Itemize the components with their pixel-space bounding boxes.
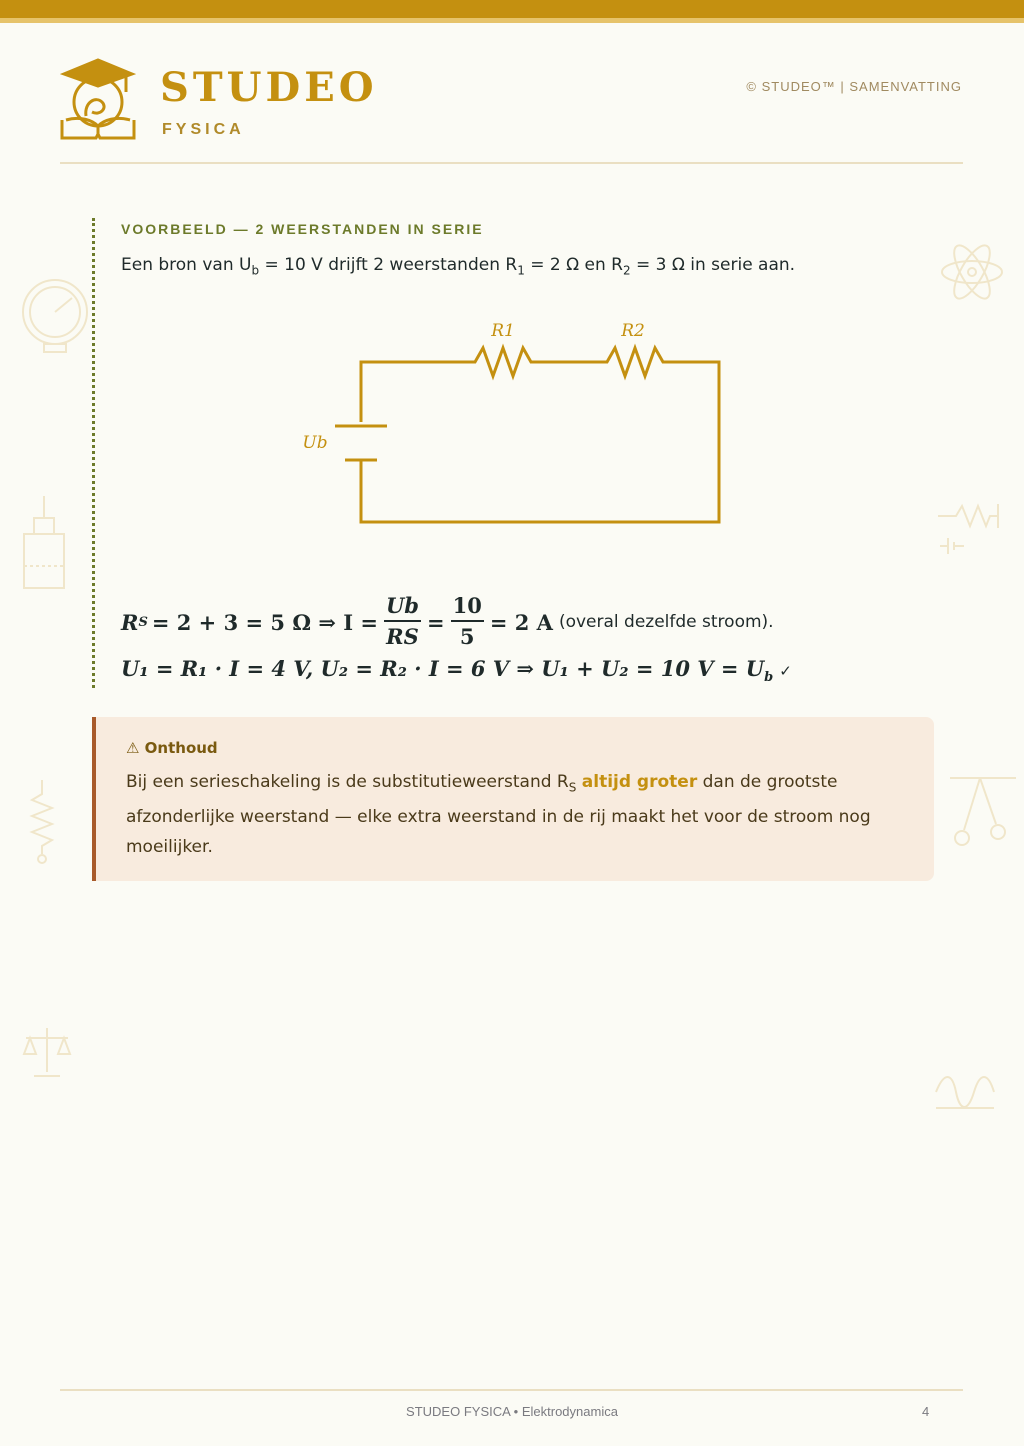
callout-title: ⚠ Onthoud bbox=[126, 739, 218, 757]
r1-label: R1 bbox=[491, 321, 515, 341]
circuit-symbol-icon bbox=[936, 500, 1002, 558]
example-intro: Een bron van $U_b = 10$ V drijft 2 weerstanden $R_1 = 2$ Ω en $R_2 = 3$ Ω in serie aan. bbox=[121, 255, 796, 278]
gauge-icon bbox=[20, 276, 90, 356]
equation-voltage-split: U₁ = R₁ · I = 4 V, U₂ = R₂ · I = 6 V ⇒ U₁ + U₂ = 10 $V = U_b$ ✓ bbox=[121, 656, 792, 686]
header-divider bbox=[60, 162, 963, 164]
example-block bbox=[92, 218, 935, 688]
series-circuit-diagram bbox=[295, 314, 735, 534]
resistor-icon bbox=[28, 780, 58, 866]
pendulum-icon bbox=[950, 774, 1016, 848]
circuit-wire bbox=[361, 362, 465, 422]
subject-label: FYSICA bbox=[162, 121, 245, 138]
r2-label: R2 bbox=[621, 321, 645, 341]
wave-icon bbox=[934, 1072, 996, 1112]
brand-name: STUDEO bbox=[160, 64, 378, 111]
top-accent-stripe bbox=[0, 18, 1024, 23]
callout-highlight: altijd groter bbox=[581, 772, 698, 792]
top-accent-bar bbox=[0, 0, 1024, 18]
check-mark: ✓ bbox=[779, 662, 792, 680]
example-title: VOORBEELD — 2 WEERSTANDEN IN SERIE bbox=[121, 221, 484, 237]
circuit-wire-right bbox=[361, 362, 719, 522]
remember-callout bbox=[92, 717, 934, 881]
equation-substitution-resistance: R S = 2 + 3 = 5 Ω ⇒ I = $\frac{Ub}{RS}$ = $\frac{10}{5}$ = 2 A (overal dezelfde stroom). bbox=[121, 593, 774, 649]
footer-divider bbox=[60, 1389, 963, 1391]
resistor-r2 bbox=[599, 348, 675, 376]
battery-icon bbox=[20, 496, 68, 592]
callout-text: Bij een serieschakeling is de substitutieweerstand $R_S$ altijd groter dan de grootste afzonderlijke weerstand — elke extra weerstand in de rij maakt het voor de stroom nog moeilijker. bbox=[126, 772, 871, 858]
atom-icon bbox=[940, 240, 1004, 304]
equation-note: (overal dezelfde stroom). bbox=[558, 612, 774, 632]
source-label: Ub bbox=[302, 433, 328, 453]
footer-text: STUDEO FYSICA • Elektrodynamica bbox=[406, 1404, 618, 1419]
page-number: 4 bbox=[922, 1404, 930, 1419]
scale-icon bbox=[22, 1026, 72, 1080]
fraction-10-over-5: $\frac{10}{5}$ bbox=[452, 593, 482, 649]
graduation-cap-book-logo-icon bbox=[60, 58, 136, 142]
fraction-ub-over-rs: $\frac{Ub}{RS}$ bbox=[385, 593, 419, 649]
copyright-label: © STUDEO™ | SAMENVATTING bbox=[746, 79, 962, 94]
resistor-r1 bbox=[465, 348, 541, 376]
